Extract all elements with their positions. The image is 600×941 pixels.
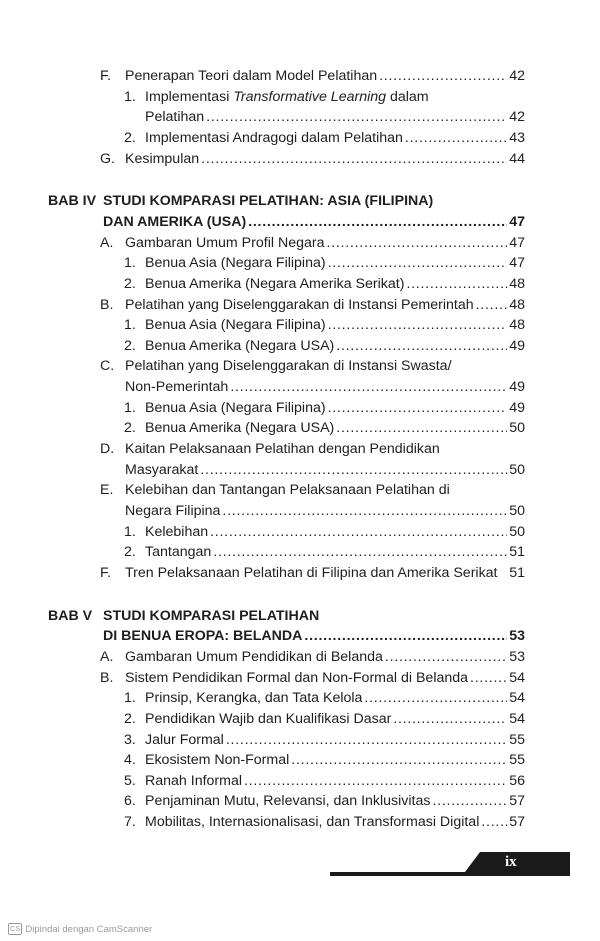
toc-entry-title: Kelebihan [145, 523, 209, 540]
toc-entry-title: Prinsip, Kerangka, dan Tata Kelola [145, 690, 363, 707]
toc-entry-title: Gambaran Umum Profil Negara [125, 234, 325, 251]
dot-leader [213, 542, 507, 562]
dot-leader [222, 501, 507, 521]
toc-entry-label: D. [100, 441, 115, 458]
toc-entry-row [0, 812, 600, 832]
toc-entry-page: 50 [509, 420, 525, 437]
toc-entry-title: Penjaminan Mutu, Relevansi, dan Inklusivitas [145, 793, 431, 810]
toc-entry-page: 57 [509, 814, 525, 831]
camscanner-icon: CS [10, 924, 21, 933]
toc-entry-page: 50 [509, 461, 525, 478]
dot-leader [244, 771, 507, 791]
watermark-text: Dipindai dengan CamScanner [25, 924, 153, 935]
toc-entry-row [0, 522, 600, 542]
toc-entry-row [0, 315, 600, 335]
toc-entry-title: Benua Asia (Negara Filipina) [145, 255, 326, 272]
toc-entry-row [0, 233, 600, 253]
toc-entry-label: 1. [124, 317, 136, 334]
toc-entry-title: Non-Pemerintah [125, 379, 229, 396]
toc-entry-label: C. [100, 358, 115, 375]
toc-entry-page: 42 [509, 68, 525, 84]
dot-leader [328, 398, 508, 418]
toc-entry-label: 1. [124, 88, 136, 105]
dot-leader [291, 750, 507, 770]
toc-entry-label: 1. [124, 255, 136, 272]
toc-entry-row [0, 107, 600, 127]
toc-entry-label: 2. [124, 275, 136, 292]
toc-entry-row [0, 709, 600, 729]
page-number: ix [505, 854, 517, 870]
dot-leader [406, 274, 507, 294]
toc-entry-label: F. [100, 564, 112, 581]
toc-entry-page: 47 [509, 213, 525, 230]
toc-entry-page: 49 [509, 399, 525, 416]
dot-leader [336, 418, 507, 438]
toc-entry-title: Kesimpulan [125, 150, 200, 167]
toc-entry-label: G. [100, 150, 115, 167]
toc-entry-row [0, 128, 600, 148]
dot-leader [210, 522, 507, 542]
toc-entry-row [0, 274, 600, 294]
toc-entry-row [0, 418, 600, 438]
toc-entry-row [0, 771, 600, 791]
dot-leader [336, 336, 507, 356]
toc-entry-row [0, 87, 600, 107]
toc-entry-title [145, 87, 429, 107]
toc-entry-label: A. [100, 648, 114, 665]
dot-leader [476, 295, 508, 315]
toc-entry-row [0, 791, 600, 811]
toc-entry-label: F. [100, 68, 112, 84]
dot-leader [230, 377, 507, 397]
toc-entry-row [0, 563, 600, 583]
toc-entry-page: 49 [509, 379, 525, 396]
dot-leader [405, 128, 507, 148]
toc-entry-label: B. [100, 669, 114, 686]
toc-entry-page: 51 [509, 544, 525, 561]
toc-entry-label: 1. [124, 399, 136, 416]
toc-entry-row [0, 398, 600, 418]
toc-entry-page: 42 [509, 109, 525, 126]
dot-leader [226, 730, 507, 750]
toc-entry-title: Tren Pelaksanaan Pelatihan di Filipina dan Amerika Serikat [125, 564, 498, 581]
toc-entry-label: B. [100, 296, 114, 313]
toc-entry-title: Negara Filipina [125, 503, 221, 519]
toc-entry-page: 57 [509, 793, 525, 810]
dot-leader [206, 107, 507, 127]
scanner-watermark [8, 923, 152, 935]
toc-entry-row [0, 295, 600, 315]
toc-entry-page: 53 [509, 648, 525, 665]
toc-entry-title: Tantangan [145, 544, 212, 561]
toc-entry-page: 54 [509, 669, 525, 686]
toc-entry-label: 2. [124, 420, 136, 437]
toc-entry-label: 6. [124, 793, 136, 810]
toc-entry-page: 47 [509, 255, 525, 272]
toc-entry-page: 48 [509, 317, 525, 334]
toc-entry-label: 4. [124, 752, 136, 769]
dot-leader [200, 460, 507, 480]
toc-entry-title: Benua Amerika (Negara Amerika Serikat) [145, 275, 405, 292]
toc-entry-label: 7. [124, 814, 136, 831]
toc-entry-label: 3. [124, 731, 136, 748]
toc-entry-label: 2. [124, 337, 136, 354]
toc-entry-title: Pelatihan yang Diselenggarakan di Instansi Pemerintah [125, 296, 474, 313]
dot-leader [328, 253, 508, 273]
toc-entry-page: 50 [509, 503, 525, 519]
dot-leader [364, 688, 507, 708]
toc-entry-row [0, 460, 600, 480]
toc-entry-title-part: Implementasi [145, 88, 234, 105]
toc-entry-row [0, 480, 600, 500]
toc-entry-page: 53 [509, 628, 525, 645]
toc-entry-row [0, 730, 600, 750]
toc-entry-row [0, 253, 600, 273]
toc-entry-title-part: Transformative Learning [233, 88, 387, 105]
toc-entry-page: 54 [509, 690, 525, 707]
toc-entry-row [0, 336, 600, 356]
toc-entry-label: 2. [124, 710, 136, 727]
toc-entry-title: Ranah Informal [145, 772, 242, 789]
toc-entry-row [0, 542, 600, 562]
dot-leader [304, 626, 507, 646]
toc-entry-title: Pelatihan [145, 109, 205, 126]
toc-entry-row [0, 66, 600, 86]
toc-entry-title: Benua Asia (Negara Filipina) [145, 317, 326, 334]
toc-entry-title: Implementasi Andragogi dalam Pelatihan [145, 129, 403, 146]
toc-entry-row [0, 377, 600, 397]
toc-entry-title: Gambaran Umum Pendidikan di Belanda [125, 648, 383, 665]
toc-entry-label: BAB IV [48, 193, 97, 210]
toc-entry-title: Benua Amerika (Negara USA) [145, 420, 335, 437]
dot-leader [385, 647, 507, 667]
dot-leader [432, 791, 507, 811]
toc-chapter-row [0, 191, 600, 211]
toc-entry-title: Pelatihan yang Diselenggarakan di Instansi Swasta/ [125, 358, 452, 375]
toc-entry-page: 56 [509, 772, 525, 789]
toc-entry-row [0, 149, 600, 169]
toc-entry-label: 1. [124, 690, 136, 707]
toc-entry-page: 55 [509, 752, 525, 769]
toc-entry-title: Sistem Pendidikan Formal dan Non-Formal di Belanda [125, 669, 469, 686]
toc-entry-row [0, 501, 600, 521]
dot-leader [470, 668, 507, 688]
toc-chapter-row [0, 606, 600, 626]
toc-entry-page: 48 [509, 275, 525, 292]
toc-entry-label: 5. [124, 772, 136, 789]
toc-entry-label: E. [100, 482, 114, 499]
toc-entry-title: Jalur Formal [145, 731, 224, 748]
toc-entry-title: Pendidikan Wajib dan Kualifikasi Dasar [145, 710, 392, 727]
toc-entry-label: BAB V [48, 607, 93, 624]
dot-leader [201, 149, 507, 169]
toc-entry-title: Benua Asia (Negara Filipina) [145, 399, 326, 416]
toc-entry-page: 47 [509, 234, 525, 251]
toc-entry-page: 51 [509, 564, 525, 581]
toc-entry-page: 49 [509, 337, 525, 354]
toc-entry-row [0, 688, 600, 708]
toc-entry-title-part: dalam [386, 88, 429, 105]
toc-entry-title: Penerapan Teori dalam Model Pelatihan [125, 68, 378, 84]
toc-entry-label: A. [100, 234, 114, 251]
toc-entry-title: Kaitan Pelaksanaan Pelatihan dengan Pendidikan [125, 441, 440, 458]
toc-entry-title: Mobilitas, Internasionalisasi, dan Transformasi Digital [145, 814, 480, 831]
dot-leader [393, 709, 507, 729]
toc-entry-page: 50 [509, 523, 525, 540]
toc-entry-row [0, 668, 600, 688]
dot-leader [248, 212, 507, 232]
toc-entry-page: 54 [509, 710, 525, 727]
toc-entry-title: Kelebihan dan Tantangan Pelaksanaan Pelatihan di [125, 482, 450, 499]
toc-entry-title: STUDI KOMPARASI PELATIHAN [103, 607, 320, 624]
toc-entry-page: 55 [509, 731, 525, 748]
toc-entry-row [0, 356, 600, 376]
dot-leader [326, 233, 507, 253]
toc-entry-page: 48 [509, 296, 525, 313]
toc-entry-title: DI BENUA EROPA: BELANDA [103, 628, 303, 645]
toc-entry-page: 44 [509, 150, 525, 167]
dot-leader [328, 315, 508, 335]
toc-entry-title: DAN AMERIKA (USA) [103, 213, 247, 230]
toc-entry-row [0, 647, 600, 667]
toc-entry-label: 2. [124, 129, 136, 146]
toc-chapter-row [0, 626, 600, 646]
toc-entry-row [0, 750, 600, 770]
toc-entry-label: 2. [124, 544, 136, 561]
toc-entry-title: Masyarakat [125, 461, 199, 478]
dot-leader [379, 66, 507, 86]
toc-entry-row [0, 439, 600, 459]
toc-entry-label: 1. [124, 523, 136, 540]
toc-chapter-row [0, 212, 600, 232]
toc-entry-title: STUDI KOMPARASI PELATIHAN: ASIA (FILIPINA) [103, 193, 434, 210]
toc-entry-page: 43 [509, 129, 525, 146]
toc-entry-title: Benua Amerika (Negara USA) [145, 337, 335, 354]
toc-entry-title: Ekosistem Non-Formal [145, 752, 290, 769]
dot-leader [481, 812, 507, 832]
